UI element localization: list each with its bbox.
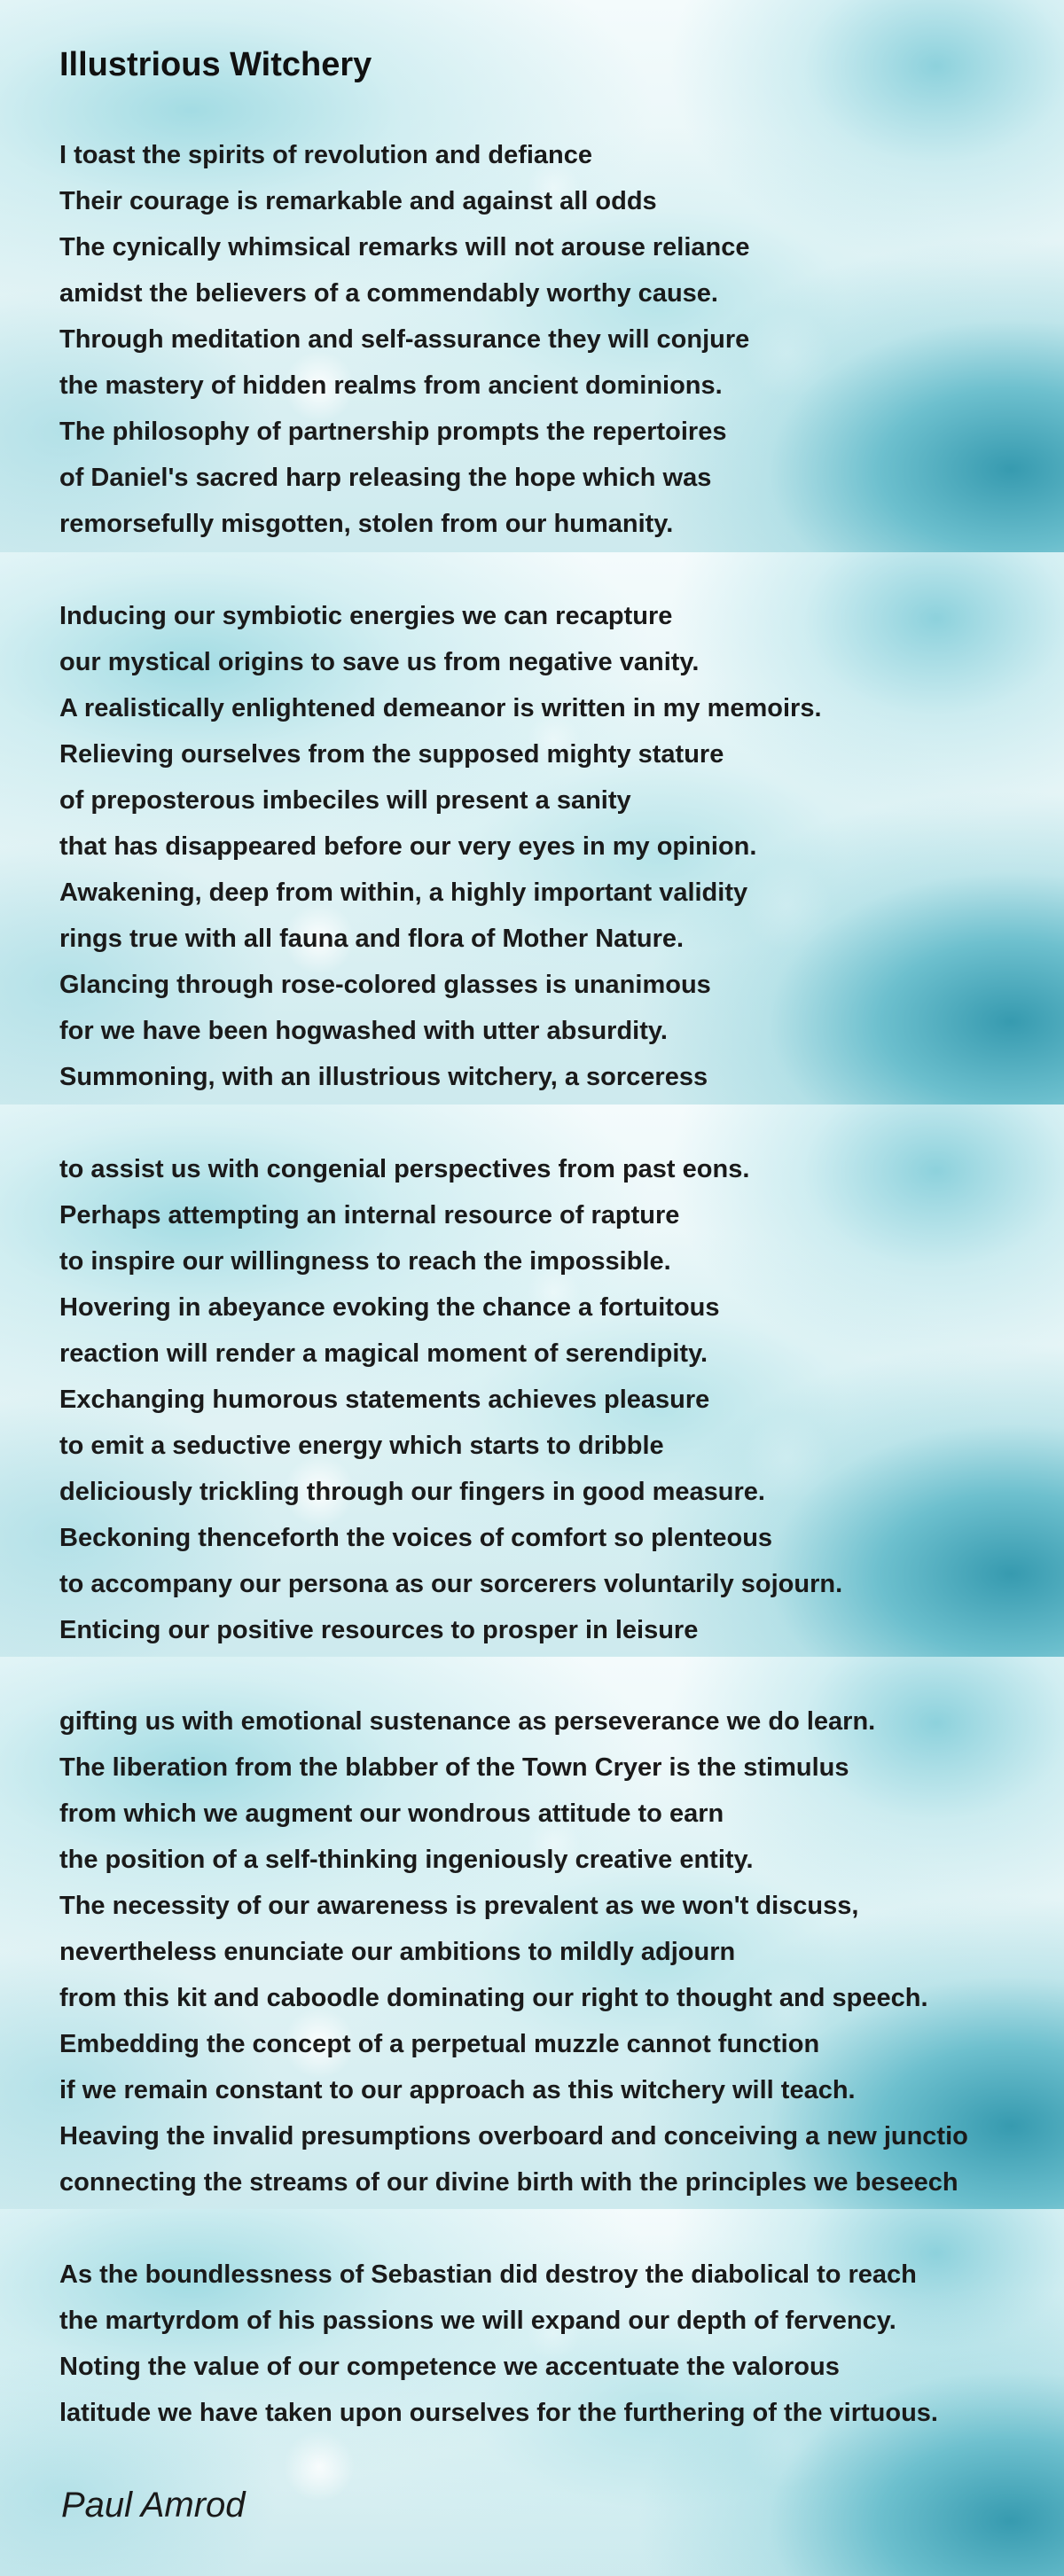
poem-line: remorsefully misgotten, stolen from our humanity. bbox=[59, 510, 674, 538]
stanza-3 bbox=[59, 1146, 842, 1653]
poem-line: from this kit and caboodle dominating our right to thought and speech. bbox=[59, 1984, 928, 2012]
poem-line: Their courage is remarkable and against all odds bbox=[59, 187, 657, 215]
poem-line: rings true with all fauna and flora of Mother Nature. bbox=[59, 925, 685, 953]
stanza-1 bbox=[59, 132, 750, 547]
poem-title: Illustrious Witchery bbox=[59, 46, 372, 83]
poem-line: Enticing our positive resources to prosper in leisure bbox=[59, 1616, 699, 1644]
poem-line: gifting us with emotional sustenance as perseverance we do learn. bbox=[59, 1707, 876, 1736]
stanza-5 bbox=[59, 2252, 938, 2436]
poem-line: The liberation from the blabber of the Town Cryer is the stimulus bbox=[59, 1753, 849, 1782]
poem-line: I toast the spirits of revolution and defiance bbox=[59, 141, 593, 169]
poem-line: the position of a self-thinking ingeniously creative entity. bbox=[59, 1846, 754, 1874]
poem-line: Hovering in abeyance evoking the chance a fortuitous bbox=[59, 1293, 720, 1322]
poem-line: amidst the believers of a commendably worthy cause. bbox=[59, 279, 718, 308]
poem-line: Summoning, with an illustrious witchery, a sorceress bbox=[59, 1063, 708, 1091]
poem-line: Embedding the concept of a perpetual muzzle cannot function bbox=[59, 2030, 820, 2058]
poem-line: our mystical origins to save us from negative vanity. bbox=[59, 648, 700, 676]
poem-line: connecting the streams of our divine birth with the principles we beseech bbox=[59, 2168, 958, 2197]
poem-author: Paul Amrod bbox=[61, 2486, 246, 2525]
poem-line: Inducing our symbiotic energies we can recapture bbox=[59, 602, 673, 630]
poem-line: to inspire our willingness to reach the impossible. bbox=[59, 1247, 671, 1276]
poem-line: deliciously trickling through our fingers in good measure. bbox=[59, 1478, 765, 1506]
poem-line: nevertheless enunciate our ambitions to mildly adjourn bbox=[59, 1938, 736, 1966]
poem-line: to assist us with congenial perspectives from past eons. bbox=[59, 1155, 750, 1183]
poem-line: for we have been hogwashed with utter absurdity. bbox=[59, 1017, 668, 1045]
poem-line: the mastery of hidden realms from ancient dominions. bbox=[59, 371, 723, 400]
poem-line: Noting the value of our competence we accentuate the valorous bbox=[59, 2353, 840, 2381]
poem-line: to emit a seductive energy which starts to dribble bbox=[59, 1432, 664, 1460]
poem-line: The cynically whimsical remarks will not arouse reliance bbox=[59, 233, 750, 262]
poem-line: from which we augment our wondrous attitude to earn bbox=[59, 1799, 724, 1828]
poem-line: of preposterous imbeciles will present a sanity bbox=[59, 786, 631, 815]
poem-line: Beckoning thenceforth the voices of comfort so plenteous bbox=[59, 1524, 773, 1552]
poem-line: A realistically enlightened demeanor is written in my memoirs. bbox=[59, 694, 822, 722]
poem-line: Awakening, deep from within, a highly important validity bbox=[59, 878, 748, 907]
poem-line: of Daniel's sacred harp releasing the hope which was bbox=[59, 464, 712, 492]
poem-line: that has disappeared before our very eyes in my opinion. bbox=[59, 832, 757, 861]
poem-line: Glancing through rose-colored glasses is unanimous bbox=[59, 971, 711, 999]
poem-line: to accompany our persona as our sorcerers voluntarily sojourn. bbox=[59, 1570, 843, 1598]
stanza-4 bbox=[59, 1698, 968, 2205]
poem-line: The necessity of our awareness is prevalent as we won't discuss, bbox=[59, 1892, 859, 1920]
poem-line: Relieving ourselves from the supposed mighty stature bbox=[59, 740, 724, 769]
poem-line: latitude we have taken upon ourselves for the furthering of the virtuous. bbox=[59, 2399, 938, 2427]
poem-line: The philosophy of partnership prompts the repertoires bbox=[59, 418, 727, 446]
poem-line: Through meditation and self-assurance they will conjure bbox=[59, 325, 750, 354]
poem-line: reaction will render a magical moment of serendipity. bbox=[59, 1339, 708, 1368]
stanza-2 bbox=[59, 593, 822, 1100]
poem-line: As the boundlessness of Sebastian did destroy the diabolical to reach bbox=[59, 2260, 917, 2289]
poem-line: if we remain constant to our approach as this witchery will teach. bbox=[59, 2076, 856, 2104]
poem-line: Perhaps attempting an internal resource of rapture bbox=[59, 1201, 680, 1229]
poem-line: Exchanging humorous statements achieves pleasure bbox=[59, 1386, 710, 1414]
poem-line: Heaving the invalid presumptions overboard and conceiving a new junctio bbox=[59, 2122, 968, 2151]
poem-line: the martyrdom of his passions we will expand our depth of fervency. bbox=[59, 2307, 896, 2335]
